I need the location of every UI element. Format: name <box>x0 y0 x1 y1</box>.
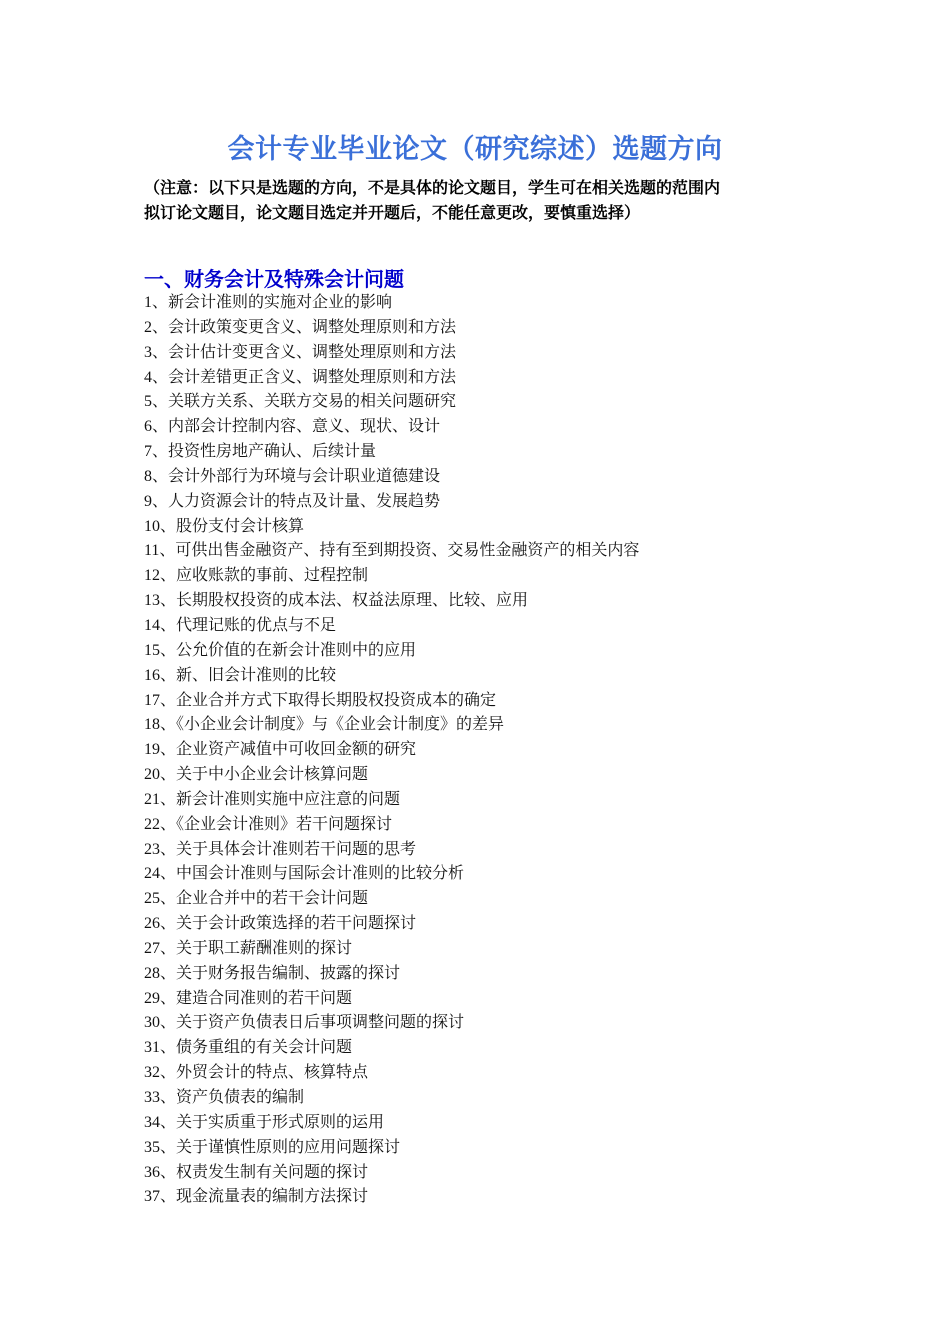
topic-separator: 、 <box>152 441 169 461</box>
topic-number: 34 <box>144 1113 160 1131</box>
topic-text: 中国会计准则与国际会计准则的比较分析 <box>176 863 465 883</box>
topic-number: 8 <box>144 467 152 485</box>
topic-text: 关于资产负债表日后事项调整问题的探讨 <box>176 1012 465 1032</box>
topic-number: 10 <box>144 517 160 535</box>
topic-number: 35 <box>144 1138 160 1156</box>
topic-separator: 、 <box>152 490 169 510</box>
list-item <box>144 762 844 787</box>
topic-text: 关于具体会计准则若干问题的思考 <box>176 838 417 858</box>
topic-separator: 、 <box>160 565 177 585</box>
topic-number: 4 <box>144 368 152 386</box>
topic-separator: 、 <box>152 391 169 411</box>
topic-number: 33 <box>144 1089 160 1106</box>
topic-text: 应收账款的事前、过程控制 <box>176 565 369 585</box>
topic-text: 内部会计控制内容、意义、现状、设计 <box>168 416 441 436</box>
topic-number: 27 <box>144 939 160 957</box>
list-item <box>144 663 844 688</box>
topic-text: 关于职工薪酬准则的探讨 <box>176 937 353 957</box>
topic-number: 30 <box>144 1014 160 1032</box>
list-item <box>144 514 844 539</box>
list-item <box>144 340 844 365</box>
topic-separator: 、 <box>160 664 177 684</box>
list-item <box>144 563 844 588</box>
selection-note <box>144 175 824 225</box>
topic-separator: 、 <box>152 366 169 386</box>
list-item <box>144 638 844 663</box>
list-item <box>144 414 844 439</box>
topic-separator: 、 <box>160 714 177 734</box>
list-item <box>144 837 844 862</box>
topic-separator: 、 <box>160 515 177 535</box>
list-item <box>144 489 844 514</box>
topic-separator: 、 <box>160 1037 177 1057</box>
topic-number: 11 <box>144 542 160 560</box>
section-heading: 一、财务会计及特殊会计问题 <box>144 267 404 291</box>
list-item <box>144 936 844 961</box>
topic-number: 18 <box>144 716 160 734</box>
topic-text: 投资性房地产确认、后续计量 <box>168 441 377 461</box>
topic-text: 企业资产减值中可收回金额的研究 <box>176 739 417 759</box>
list-item <box>144 688 844 713</box>
topic-separator: 、 <box>160 614 177 634</box>
topic-number: 31 <box>144 1039 160 1057</box>
topic-separator: 、 <box>160 987 177 1007</box>
topic-number: 13 <box>144 592 160 610</box>
topic-text: 建造合同准则的若干问题 <box>176 987 353 1007</box>
list-item <box>144 613 844 638</box>
topic-number: 12 <box>144 567 160 585</box>
topic-text: 会计估计变更含义、调整处理原则和方法 <box>168 341 457 361</box>
topic-number: 16 <box>144 666 160 684</box>
topic-text: 《企业会计准则》若干问题探讨 <box>176 813 393 833</box>
list-item <box>144 1110 844 1135</box>
topic-number: 1 <box>144 294 152 311</box>
topic-text: 企业合并方式下取得长期股权投资成本的确定 <box>176 689 497 709</box>
topic-number: 24 <box>144 865 160 883</box>
topic-number: 23 <box>144 840 160 858</box>
topic-text: 新会计准则的实施对企业的影响 <box>168 292 393 311</box>
topic-text: 可供出售金融资产、持有至到期投资、交易性金融资产的相关内容 <box>175 540 640 560</box>
list-item <box>144 986 844 1011</box>
list-item <box>144 389 844 414</box>
topic-number: 15 <box>144 641 160 659</box>
topic-number: 26 <box>144 915 160 933</box>
list-item <box>144 737 844 762</box>
topic-separator: 、 <box>160 813 177 833</box>
note-line: （注意：以下只是选题的方向，不是具体的论文题目，学生可在相关选题的范围内 <box>144 178 721 197</box>
topic-text: 股份支付会计核算 <box>176 515 305 535</box>
list-item <box>144 712 844 737</box>
topic-separator: 、 <box>160 689 177 709</box>
list-item <box>144 1035 844 1060</box>
topic-list <box>144 290 844 1209</box>
topic-text: 现金流量表的编制方法探讨 <box>176 1186 369 1206</box>
topic-text: 新会计准则实施中应注意的问题 <box>176 788 401 808</box>
topic-text: 外贸会计的特点、核算特点 <box>176 1062 369 1082</box>
topic-number: 14 <box>144 616 160 634</box>
topic-separator: 、 <box>160 1087 177 1106</box>
topic-text: 债务重组的有关会计问题 <box>176 1037 353 1057</box>
topic-number: 32 <box>144 1064 160 1082</box>
topic-separator: 、 <box>160 863 177 883</box>
topic-separator: 、 <box>160 937 177 957</box>
topic-number: 22 <box>144 815 160 833</box>
list-item <box>144 787 844 812</box>
topic-number: 19 <box>144 741 160 759</box>
list-item <box>144 538 844 563</box>
topic-number: 3 <box>144 343 152 361</box>
topic-number: 28 <box>144 964 160 982</box>
topic-separator: 、 <box>152 465 169 485</box>
topic-text: 关联方关系、关联方交易的相关问题研究 <box>168 391 457 411</box>
topic-number: 2 <box>144 318 152 336</box>
topic-number: 25 <box>144 890 160 908</box>
topic-separator: 、 <box>152 292 169 311</box>
list-item <box>144 1060 844 1085</box>
topic-text: 权责发生制有关问题的探讨 <box>176 1161 369 1181</box>
topic-separator: 、 <box>160 1136 177 1156</box>
topic-text: 长期股权投资的成本法、权益法原理、比较、应用 <box>176 590 529 610</box>
topic-number: 36 <box>144 1163 160 1181</box>
list-item <box>144 911 844 936</box>
note-line: 拟订论文题目，论文题目选定并开题后，不能任意更改，要慎重选择） <box>144 203 641 222</box>
list-item <box>144 365 844 390</box>
list-item <box>144 861 844 886</box>
topic-separator: 、 <box>160 788 177 808</box>
list-item <box>144 1135 844 1160</box>
topic-separator: 、 <box>160 639 177 659</box>
topic-separator: 、 <box>160 739 177 759</box>
topic-number: 37 <box>144 1188 160 1206</box>
topic-text: 资产负债表的编制 <box>176 1087 305 1106</box>
list-item <box>144 812 844 837</box>
topic-text: 会计差错更正含义、调整处理原则和方法 <box>168 366 457 386</box>
list-item <box>144 588 844 613</box>
topic-separator: 、 <box>152 316 169 336</box>
topic-text: 关于中小企业会计核算问题 <box>176 764 369 784</box>
topic-text: 关于会计政策选择的若干问题探讨 <box>176 913 417 933</box>
list-item <box>144 886 844 911</box>
list-item <box>144 290 844 315</box>
topic-number: 20 <box>144 766 160 784</box>
topic-number: 9 <box>144 492 152 510</box>
topic-text: 人力资源会计的特点及计量、发展趋势 <box>168 490 441 510</box>
list-item <box>144 1085 844 1110</box>
list-item <box>144 315 844 340</box>
topic-number: 5 <box>144 393 152 411</box>
topic-number: 6 <box>144 418 152 436</box>
topic-number: 7 <box>144 443 152 461</box>
topic-text: 会计外部行为环境与会计职业道德建设 <box>168 465 441 485</box>
topic-separator: 、 <box>159 540 176 560</box>
topic-text: 关于谨慎性原则的应用问题探讨 <box>176 1136 401 1156</box>
topic-text: 公允价值的在新会计准则中的应用 <box>176 639 417 659</box>
list-item <box>144 1184 844 1209</box>
topic-separator: 、 <box>160 764 177 784</box>
topic-separator: 、 <box>160 888 177 908</box>
topic-separator: 、 <box>160 962 177 982</box>
topic-number: 29 <box>144 989 160 1007</box>
topic-separator: 、 <box>160 1186 177 1206</box>
topic-number: 17 <box>144 691 160 709</box>
list-item <box>144 1010 844 1035</box>
topic-separator: 、 <box>160 1111 177 1131</box>
topic-separator: 、 <box>160 1062 177 1082</box>
topic-text: 《小企业会计制度》与《企业会计制度》的差异 <box>176 714 505 734</box>
topic-separator: 、 <box>160 1012 177 1032</box>
topic-number: 21 <box>144 790 160 808</box>
document-title: 会计专业毕业论文（研究综述）选题方向 <box>227 134 723 165</box>
list-item <box>144 961 844 986</box>
topic-separator: 、 <box>160 590 177 610</box>
topic-text: 会计政策变更含义、调整处理原则和方法 <box>168 316 457 336</box>
topic-separator: 、 <box>160 1161 177 1181</box>
topic-text: 企业合并中的若干会计问题 <box>176 888 369 908</box>
list-item <box>144 464 844 489</box>
topic-text: 代理记账的优点与不足 <box>176 614 337 634</box>
list-item <box>144 1160 844 1185</box>
topic-text: 新、旧会计准则的比较 <box>176 664 337 684</box>
topic-separator: 、 <box>160 838 177 858</box>
list-item <box>144 439 844 464</box>
topic-text: 关于实质重于形式原则的运用 <box>176 1111 385 1131</box>
topic-separator: 、 <box>160 913 177 933</box>
topic-separator: 、 <box>152 341 169 361</box>
topic-text: 关于财务报告编制、披露的探讨 <box>176 962 401 982</box>
topic-separator: 、 <box>152 416 169 436</box>
